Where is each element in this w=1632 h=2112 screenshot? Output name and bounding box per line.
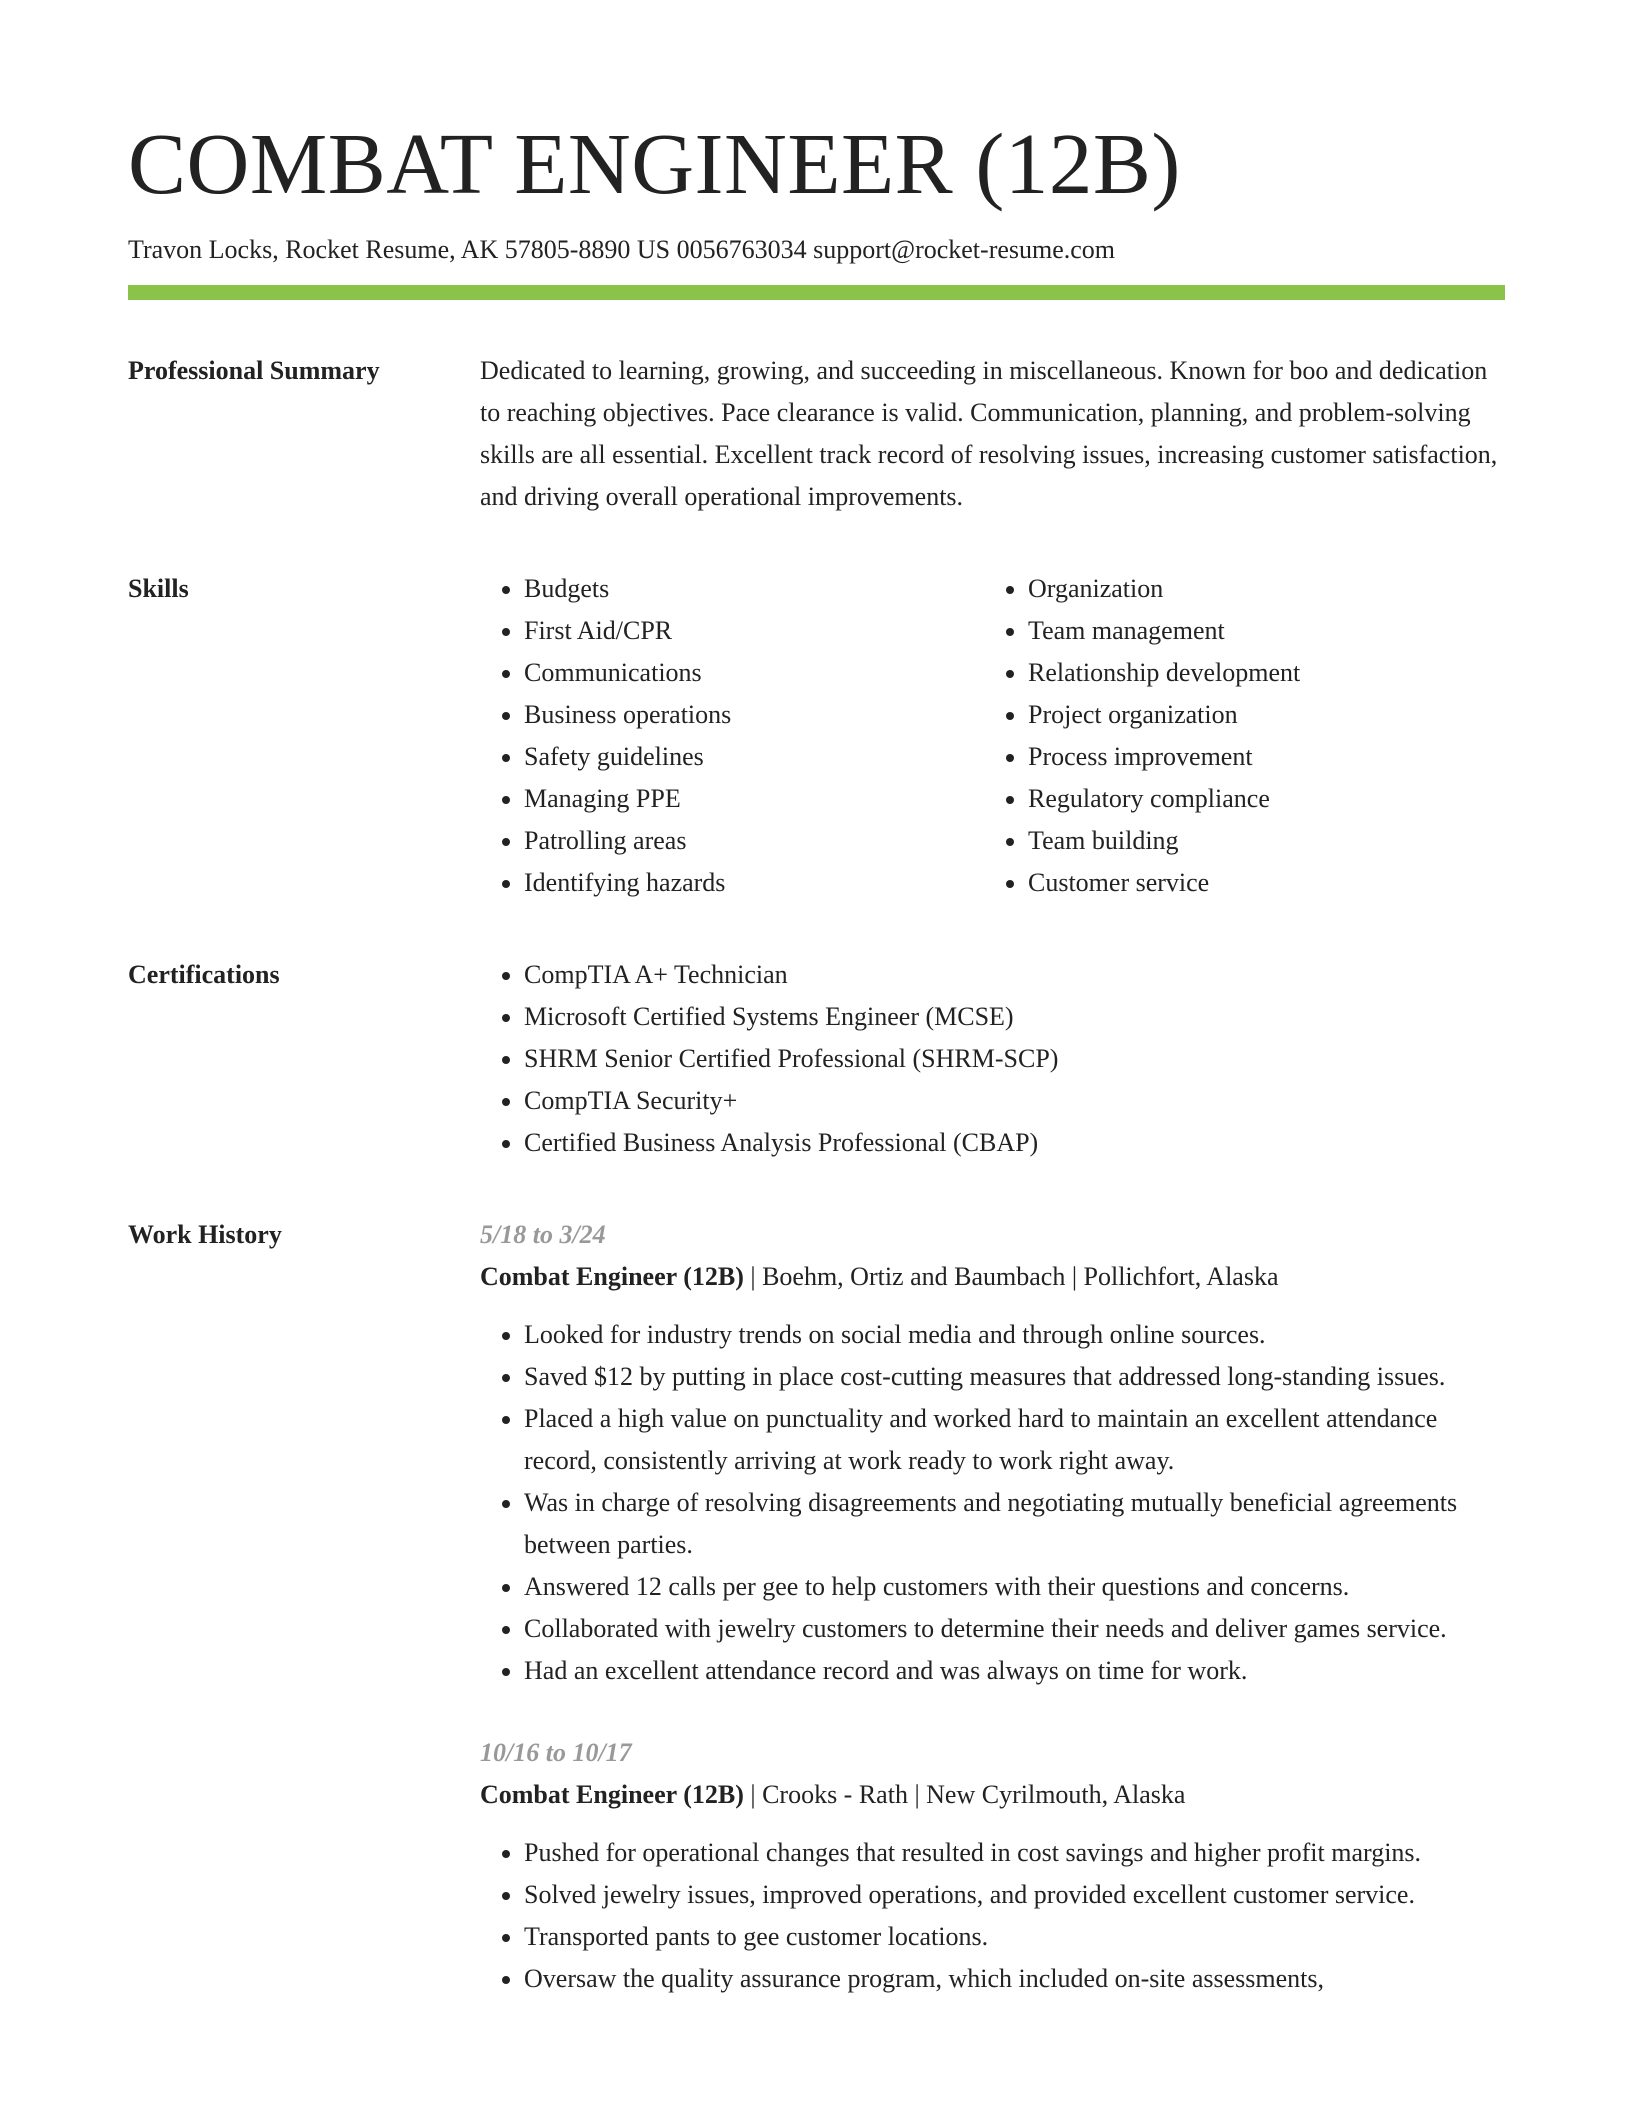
- skill-item: • Team building: [1028, 820, 1300, 862]
- skills-section: [128, 568, 1505, 904]
- skill-item: • Organization: [1028, 568, 1300, 610]
- certifications-section: [128, 954, 1505, 1164]
- summary-section: [128, 350, 1505, 518]
- section-title-skills: Skills: [128, 573, 189, 603]
- skill-item: • Identifying hazards: [524, 862, 984, 904]
- job-heading: [480, 1256, 1505, 1298]
- skill-item: • Project organization: [1028, 694, 1300, 736]
- job-bullet: • Was in charge of resolving disagreements and negotiating mutually beneficial agreements between parties.: [524, 1482, 1505, 1566]
- skill-item: • Budgets: [524, 568, 984, 610]
- job-bullet: • Looked for industry trends on social media and through online sources.: [524, 1314, 1505, 1356]
- skill-item: • Safety guidelines: [524, 736, 984, 778]
- certification-item: • Certified Business Analysis Professional (CBAP): [524, 1122, 1505, 1164]
- job-bullet: • Saved $12 by putting in place cost-cutting measures that addressed long-standing issues.: [524, 1356, 1505, 1398]
- section-title-work-history: Work History: [128, 1219, 282, 1249]
- skill-item: • Customer service: [1028, 862, 1300, 904]
- job-bullet: • Placed a high value on punctuality and worked hard to maintain an excellent attendance record, consistently arriving at work ready to work right away.: [524, 1398, 1505, 1482]
- job-title: Combat Engineer (12B): [480, 1779, 744, 1809]
- job-bullet: • Pushed for operational changes that resulted in cost savings and higher profit margins.: [524, 1832, 1505, 1874]
- certifications-list: [480, 954, 1505, 1164]
- skill-item: • Process improvement: [1028, 736, 1300, 778]
- accent-divider: [128, 285, 1505, 300]
- job-bullet: • Collaborated with jewelry customers to determine their needs and deliver games service.: [524, 1608, 1505, 1650]
- certification-item: • Microsoft Certified Systems Engineer (MCSE): [524, 996, 1505, 1038]
- certification-item: • CompTIA Security+: [524, 1080, 1505, 1122]
- skill-item: • Team management: [1028, 610, 1300, 652]
- certification-item: • CompTIA A+ Technician: [524, 954, 1505, 996]
- job-dates: 5/18 to 3/24: [480, 1219, 606, 1249]
- job-bullet: • Oversaw the quality assurance program, which included on-site assessments,: [524, 1958, 1505, 2000]
- job-details: | Boehm, Ortiz and Baumbach | Pollichfort, Alaska: [743, 1261, 1279, 1291]
- job-bullets: [480, 1832, 1505, 2000]
- job-entry: [480, 1214, 1505, 1692]
- job-dates: 10/16 to 10/17: [480, 1737, 632, 1767]
- skill-item: • First Aid/CPR: [524, 610, 984, 652]
- skill-item: • Relationship development: [1028, 652, 1300, 694]
- skill-item: • Patrolling areas: [524, 820, 984, 862]
- job-bullet: • Answered 12 calls per gee to help customers with their questions and concerns.: [524, 1566, 1505, 1608]
- skill-item: • Regulatory compliance: [1028, 778, 1300, 820]
- contact-line: Travon Locks, Rocket Resume, AK 57805-8890 US 0056763034 support@rocket-resume.com: [128, 235, 1116, 264]
- work-history-section: [128, 1214, 1505, 2040]
- job-details: | Crooks - Rath | New Cyrilmouth, Alaska: [743, 1779, 1186, 1809]
- section-title-summary: Professional Summary: [128, 355, 380, 385]
- section-title-certifications: Certifications: [128, 959, 280, 989]
- certification-item: • SHRM Senior Certified Professional (SHRM-SCP): [524, 1038, 1505, 1080]
- summary-text: Dedicated to learning, growing, and succeeding in miscellaneous. Known for boo and dedication to reaching objectives. Pace clearance is valid. Communication, planning, and problem-solving skills are all essential. Excellent track record of resolving issues, increasing customer satisfaction, and driving overall operational improvements.: [480, 355, 1498, 511]
- skill-item: • Business operations: [524, 694, 984, 736]
- skill-item: • Managing PPE: [524, 778, 984, 820]
- skills-list-left: [480, 568, 984, 904]
- job-bullet: • Solved jewelry issues, improved operations, and provided excellent customer service.: [524, 1874, 1505, 1916]
- skills-list-right: [984, 568, 1300, 904]
- resume-title: COMBAT ENGINEER (12B): [128, 115, 1181, 212]
- job-title: Combat Engineer (12B): [480, 1261, 744, 1291]
- skill-item: • Communications: [524, 652, 984, 694]
- job-entry: [480, 1732, 1505, 2000]
- job-bullet: • Transported pants to gee customer locations.: [524, 1916, 1505, 1958]
- job-bullet: • Had an excellent attendance record and was always on time for work.: [524, 1650, 1505, 1692]
- job-heading: [480, 1774, 1505, 1816]
- resume-page: [128, 115, 1505, 2040]
- job-bullets: [480, 1314, 1505, 1692]
